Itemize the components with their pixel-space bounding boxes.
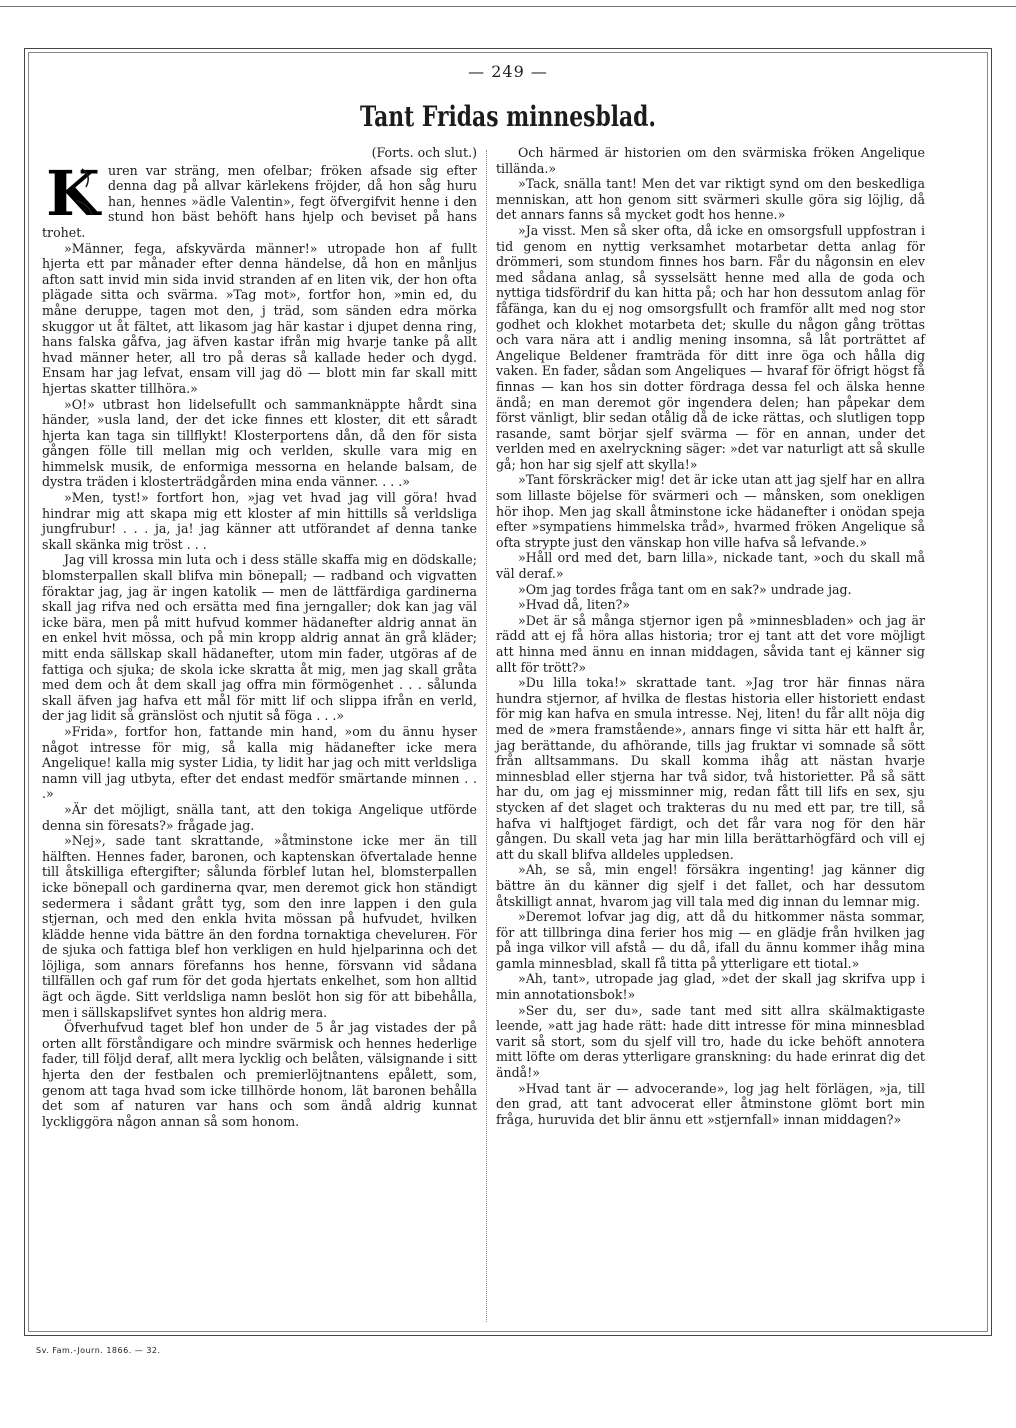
paragraph: »Om jag tordes fråga tant om en sak?» undrade jag. bbox=[518, 581, 852, 597]
footer: Sv. Fam.-Journ. 1866. — 32. bbox=[36, 1346, 161, 1355]
paragraph: »Men, tyst!» fortfort hon, »jag vet hvad jag vill göra! hvad hindrar mig att skapa mig ett kloster af min hittills så verldsliga jungfrubur! . . . ja, ja! jag känner att utförandet af denna tanke skall skänka mig tröst . . . bbox=[42, 490, 477, 552]
paragraph: »Nej», sade tant skrattande, »åtminstone icke mer än till hälften. Hennes fader, baronen, och kaptenskan öfvertalade henne till åtskilliga eftergifter; sålunda förblef lutan hel, blomsterpallen icke bönepall och gardinerna qvar, men deremot gick hon ständigt sedermera i sådant grått tyg, som den inre lappen i den gula stjernan, och med den enkla hvita mössan på hufvudet, hvilken klädde henne vida bättre än den fordna tornaktiga chevelurен. För de sjuka och fattiga blef hon verkligen en huld hjelparinna och det löjliga, som annars förefanns hos henne, försvann vid sådana tillfällen och gaf rum för det goda hjertats enkelhet, som hon alltid ägt och ägde. Sitt verldsliga namn beslöt hon sig för att bibehålla, men i sällskapslifvet syntes hon aldrig mera. bbox=[42, 833, 477, 1020]
right-column bbox=[496, 145, 925, 1127]
paragraph: Jag vill krossa min luta och i dess ställe skaffa mig en dödskalle; blomsterpallen skall blifva min bönepall; — radband och vigvatten föraktar jag, jag är ingen katolik — men de lättfärdiga gardinerna skall jag rifva ned och ersätta med fina jerngaller; dok kan jag väl icke bära, men på mitt hufvud kommer hädanefter aldrig annat än en enkel hvit mössa, och på min kropp aldrig annat än grå kläder; mitt enda sällskap skall hädanefter, utom min fader, utgöras af de fattiga och sjuka; de skola icke skratta åt mig, men jag skall gråta med dem och åt dem skall jag offra min förmögenhet . . . sålunda skall äfven jag hafva ett mål för mitt lif och slippa ifrån en verld, der jag lidit så gränslöst och njutit så föga . . .» bbox=[42, 552, 477, 724]
paragraph: »Ser du, ser du», sade tant med sitt allra skälmaktigaste leende, »att jag hade rätt: hade ditt intresse för mina minnesblad varit så stort, som du sjelf vill tro, hade du icke behöft annotera mitt löfte om deras ytterligare granskning: du hade erinrat dig det ändå!» bbox=[496, 1002, 925, 1081]
paragraph: »Männer, fega, afskyvärda männer!» utropade hon af fullt hjerta ett par månader efter denna händelse, då hon en månljus afton satt invid min sida invid stranden af en liten vik, der hon ofta plägade sitta och svärma. »Tag mot», fortfor hon, »min ed, du måne deruppe, tagen mot den, j träd, som sänden edra mörka skuggor ut åt fältet, att likasom jag här kastar i djupet denna ring, hans falska gåfva, jag äfven kastar ifrån mig hvarje tanke på allt hvad männer heter, all tro på deras så kallade heder och dygd. Ensam har jag lefvat, ensam vill jag dö — blott min far skall mitt hjertas skatter tillhöra.» bbox=[42, 240, 477, 396]
right-body bbox=[496, 145, 925, 1127]
dropcap-letter: K bbox=[46, 158, 100, 225]
paragraph: »Ah, tant», utropade jag glad, »det der skall jag skrifva upp i min annotationsbok!» bbox=[496, 971, 925, 1003]
paragraph: »Ah, se så, min engel! försäkra ingenting! jag känner dig bättre än du känner dig sjelf i det fallet, och har dessutom åtskilligt annat, hvarom jag vill tala med dig innan du lemnar mig. bbox=[496, 862, 925, 909]
paragraph: »Ja visst. Men så sker ofta, då icke en omsorgsfull uppfostran i tid genom en nyttig verksamhet motarbetar detta anlag för drömmeri, som stundom finnes hos barn. Får du någonsin en elev med sådana anlag, så sysselsätt henne med alla de goda och nyttiga tidsfördrif du kan hitta på; och har hon dessutom anlag för fåfänga, kan du ej nog omsorgsfullt och framför allt med nog stor godhet och klokhet motarbeta det; skulle du någon gång tröttas och vara nära att i andlig mening insomna, så låt porträttet af Angelique Beldener framträda för ditt inre öga och hålla dig vaken. En fader, sådan som Angeliques — hvaraf för öfrigt högst få finnas — kan hos sin dotter fördraga dessa fel och älska henne ändå; en man deremot gör ingendera delen; han påpekar dem först vänligt, blir sedan otålig då de icke rättas, och slutligen topp rasande, samt börjar sjelf svärma — för en annan, under det verlden med en axelryckning säger: »det var naturligt att så skulle gå; hon har sig sjelf att skylla!» bbox=[496, 222, 925, 472]
top-rule bbox=[0, 6, 1016, 7]
paragraph: Öfverhufvud taget blef hon under de 5 år jag vistades der på orten allt förståndigare och mindre svärmisk och hennes hederlige fader, till följd deraf, allt mera lycklig och belåten, välsignande i sitt hjerta den der festbalen och premierlöjtnantens epålett, som, genom att taga hvad som icke tillhörde honom, lät baronen behålla det som af naturen var hans och som ändå aldrig kunnat lyckliggöra någon annan så som honom. bbox=[42, 1020, 477, 1129]
paragraph: »Håll ord med det, barn lilla», nickade tant, »och du skall må väl deraf.» bbox=[496, 550, 925, 582]
paragraph: Och härmed är historien om den svärmiska fröken Angelique tilländа.» bbox=[496, 145, 925, 176]
column-divider bbox=[486, 150, 487, 1322]
paragraph: »O!» utbrast hon lidelsefullt och sammanknäppte hårdt sina händer, »usla land, der det icke finnes ett kloster, dit ett såradt hjerta kan taga sin tillflykt! Klosterportens dån, då den för sista gången fölle till mellan mig och verlden, skulle vara mig en himmelsk musik, de enformiga messorna en helande balsam, de dystra träden i klosterträdgården mina enda vänner. . . .» bbox=[42, 396, 477, 490]
paragraph: »Är det möjligt, snälla tant, att den tokiga Angelique utförde denna sin föresats?» frågade jag. bbox=[42, 801, 477, 833]
paragraph: »Tant förskräcker mig! det är icke utan att jag sjelf har en allra som lillaste böjelse för svärmeri och — månsken, som onekligen hör ihop. Men jag skall åtminstone icke hädanefter i onödan speja efter »sympatiens himmelska tråd», hvarmed fröken Angelique så ofta strypte just den vänskap hon ville hafva så lefvande.» bbox=[496, 472, 925, 550]
left-column bbox=[42, 145, 477, 1129]
paragraph: uren var sträng, men ofelbar; fröken afsade sig efter denna dag på allvar kärlekens fröjder, då hon såg huru han, hennes »ädle Valentin», fegt öfvergifvit henne i den stund hon bäst behöft hans hjelp och beviset på hans trohet. bbox=[42, 162, 477, 240]
left-body bbox=[42, 163, 477, 1130]
paragraph: »Hvad tant är — advocerande», log jag helt förlägen, »ja, till den grad, att tant advocerat eller åtminstone glömt bort min fråga, huruvida det blir ännu ett »stjernfall» innan middagen?» bbox=[496, 1080, 925, 1127]
article-title: Tant Fridas minnesblad. bbox=[359, 100, 657, 133]
page-number: — 249 — bbox=[468, 62, 548, 81]
paragraph: »Du lilla toka!» skrattade tant. »Jag tror här finnas nära hundra stjernor, af hvilka de flestas historia eller historiett endast för mig kan hafva en smula intresse. Nej, liten! du får allt nöja dig med de »mera framstående», annars finge vi sitta här ett halft år, jag berättande, du afhörande, tills jag fruktar vi somnade så sött från alltsammans. Du skall komma ihåg att nästan hvarje minnesblad eller stjerna har två sidor, två historietter. På så sätt har du, om jag ej missminner mig, redan fått till lifs en sex, sju stycken af det slaget och trakteras du nu med ett par, tre till, så hafva vi halftjoget färdigt, och det får vara nog för den här gången. Du skall veta jag har min lilla berättarhögfärd och vill ej att du skall blifva alldeles uppledsen. bbox=[496, 675, 925, 862]
paragraph: »Det är så många stjernor igen på »minnesbladen» och jag är rädd att ej få höra allas historia; tror ej tant att det vore möjligt att hinna med ännu en innan middagen, såvida tant ej känner sig allt för trött?» bbox=[496, 612, 925, 675]
paragraph: »Hvad då, liten?» bbox=[518, 597, 631, 613]
paragraph: »Deremot lofvar jag dig, att då du hitkommer nästa sommar, för att tillbringa dina ferier hos mig — en glädje från hvilken jag på inga vilkor vill afstå — du då, ifall du ännu kommer ihåg mina gamla minnesblad, skall få titta på ytterligare ett tiotal.» bbox=[496, 909, 925, 971]
paragraph: »Frida», fortfor hon, fattande min hand, »om du ännu hyser något intresse för mig, så kalla mig hädanefter icke mera Angelique! kalla mig syster Lidia, ty lidit har jag och mitt verldsliga namn vill jag utbyta, efter det endast medför smärtande minnen . . .» bbox=[42, 723, 477, 802]
continuation-note: (Forts. och slut.) bbox=[371, 145, 477, 160]
dropcap-k bbox=[42, 159, 102, 225]
paragraph: »Tack, snälla tant! Men det var riktigt synd om den beskedliga menniskan, att hon genom sitt svärmeri skulle göra sig löjlig, då det annars fanns så mycket godt hos henne.» bbox=[496, 176, 925, 223]
